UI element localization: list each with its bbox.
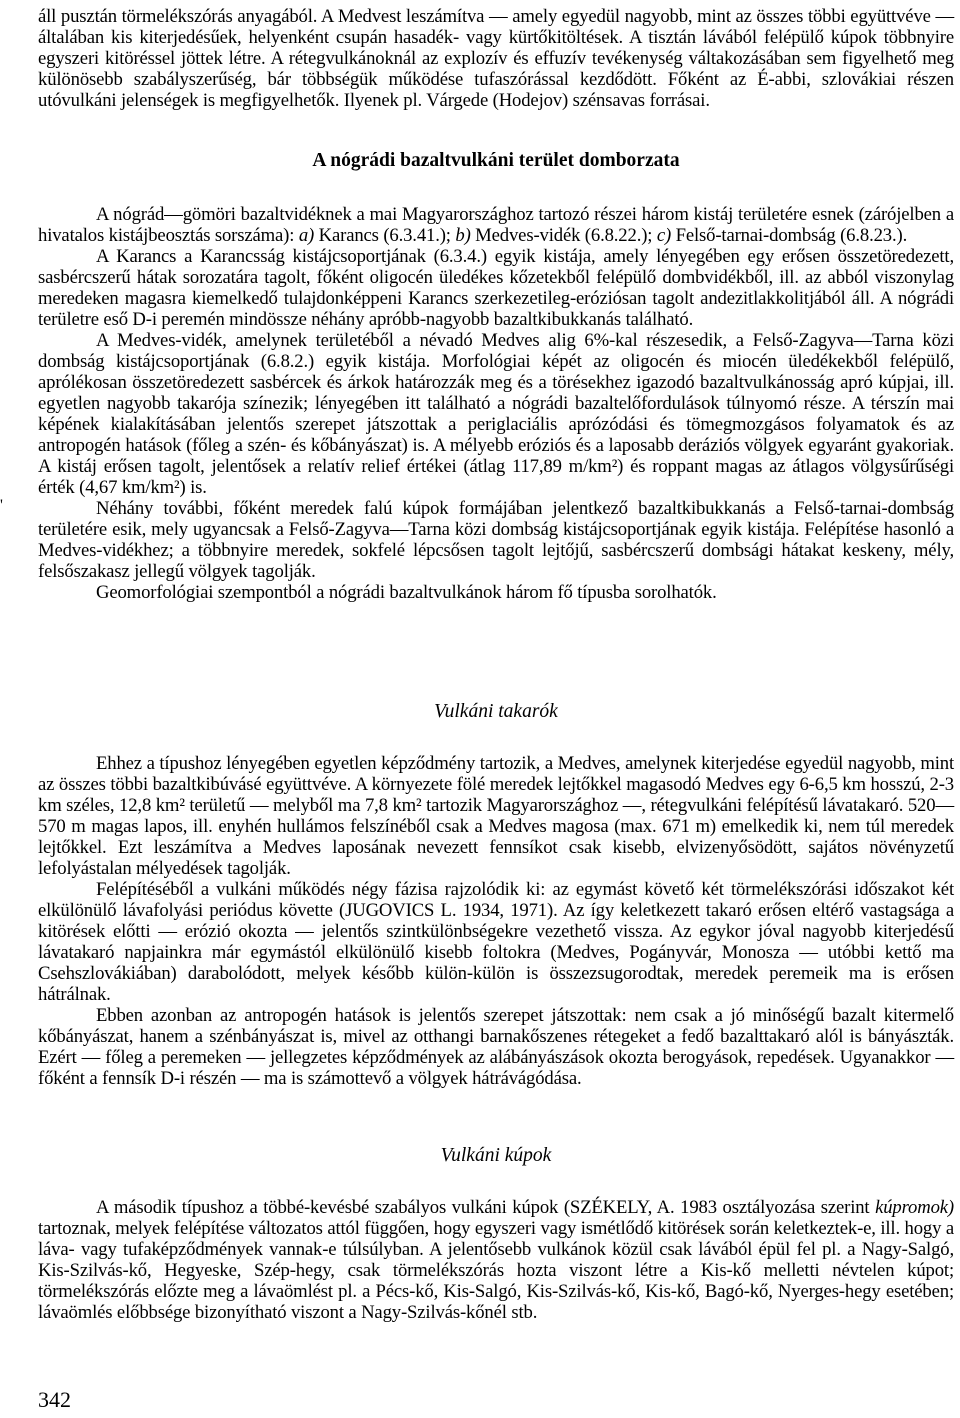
body-text-block-2 bbox=[38, 204, 954, 603]
page-number: 342 bbox=[38, 1387, 71, 1412]
text-run: Ebben azonban az antropogén hatások is jelentős szerepet játszottak: nem csak a jó minőségű bazalt kitermelő kőbányászat, hanem a szénbányászat is, mivel az otthangi barnakőszenes rétegeket a fedő bazalttakaró alól is bányászták. Ezért — főleg a peremeken — jellegzetes képződmények az alábányászások okozta berogyások, repedések. Ugyanakkor — főként a fennsík D-i részén — ma is számottevő a völgyek hátrávágódása. bbox=[38, 1005, 954, 1089]
text-run: Karancs (6.3.41.); bbox=[314, 225, 456, 246]
text-run: Felépítéséből a vulkáni működés négy fázisa rajzolódik ki: az egymást követő két törmelékszórási időszakot két elkülönülő lávafolyási periódus követte (JUGOVICS L. 1934, 1971). Az így keletkezett takaró erősen eltérő vastagsága a kitörések előtti — erózió okozta — jelentős szintkülönbségekre vezethető vissza. Az egykor jóval nagyobb kiterjedésű lávatakaró napjainkra már egymástól elkülönülő kisebb foltokra (Medves, Pogányvár, Monosza — utóbbi kettő ma Csehszlovákiában) darabolódott, melyek később külön-külön is összezsugorodtak, meredek peremeik ma is erősen hátrálnak. bbox=[38, 879, 954, 1005]
italic-run: b) bbox=[455, 225, 471, 246]
section-title: A nógrádi bazaltvulkáni terület domborzata bbox=[312, 150, 680, 171]
paragraph-6 bbox=[38, 582, 954, 603]
paragraph-10 bbox=[38, 1197, 954, 1323]
text-run: A Karancs a Karancsság kistájcsoportjának (6.3.4.) egyik kistája, amely lényegében egy erősen összetöredezett, sasbércszerű hátak sorozatára tagolt, főként oligocén üledékes kőzetekből felépülő dombvidékből, ill. az abból viszonylag meredeken magasra kiemelkedő tulajdonképpeni Karancs szerkezetileg-eróziósan tagolt andezitlakkolitjából áll. A nógrádi területre eső D-i peremén mindössze néhány apróbb-nagyobb bazaltkibukkanás található. bbox=[38, 246, 954, 330]
text-run: Ehhez a típushoz lényegében egyetlen képződmény tartozik, a Medves, amelynek kiterjedése egyedül nagyobb, mint az összes többi bazaltkibúvásé együttvéve. A környezete fölé meredek lejtőkkel magasodó Medves egy 6-6,5 km hosszú, 2-3 km széles, 12,8 km² területű — melyből ma 7,8 km² tartozik Magyarországhoz —, rétegvulkáni felépítésű lávatakaró. 520—570 m magas lapos, ill. enyhén hullámos felszínéből csak a Medves magosa (max. 671 m) emelkedik ki, nem túl meredek lejtőkkel. Ezt leszámítva a Medves laposának nevezett fennsíkot csak kisebb, elvizenyősödött, sajátos növényzetű lefolyástalan mélyedések tagolják. bbox=[38, 753, 954, 879]
document-page bbox=[38, 0, 954, 1418]
text-run: Felső-tarnai-dombság (6.8.23.). bbox=[671, 225, 908, 246]
text-run: Geomorfológiai szempontból a nógrádi bazaltvulkánok három fő típusba sorolhatók. bbox=[96, 582, 717, 603]
margin-mark: ' bbox=[0, 497, 3, 514]
paragraph-4 bbox=[38, 330, 954, 498]
paragraph-3 bbox=[38, 246, 954, 330]
text-run: A Medves-vidék, amelynek területéből a névadó Medves alig 6%-kal részesedik, a Felső-Zagyva—Tarna közi dombság kistájcsoportjának (6.8.2.) egyik kistája. Morfológiai képét az oligocén és miocén üledékekből felépülő, aprólékosan összetöredezett sasbércek és árkok határozzák meg és a törésekhez igazodó bazaltvulkánosság apró kúpjai, ill. egyetlen nagyobb takarója színezik; lényegében itt található a nógrádi bazaltelőfordulások túlnyomó része. A térszín mai képének kialakításában jelentős szerepet játszottak a periglaciális aprózódási és tömegmozgásos folyamatok és az antropogén hatások (főleg a szén- és kőbányászat) is. A mélyebb eróziós és a laposabb deráziós völgyek egyaránt gyakoriak. A kistáj erősen tagolt, jelentősek a relatív relief értékei (átlag 117,89 m/km²) és roppant magas az átlagos völgysűrűségi érték (4,67 km/km²) is. bbox=[38, 330, 954, 498]
body-text-block-3 bbox=[38, 753, 954, 1089]
paragraph-7 bbox=[38, 753, 954, 879]
text-run: A nógrád—gömöri bazaltvidéknek a mai Magyarországhoz tartozó részei három kistáj területére esnek (zárójelben a hivatalos kistájbeosztás sorszáma): bbox=[38, 204, 954, 246]
subheading-vulkani-takarok: Vulkáni takarók bbox=[434, 701, 558, 722]
paragraph-9 bbox=[38, 1005, 954, 1089]
text-run: A második típushoz a többé-kevésbé szabályos vulkáni kúpok (SZÉKELY, A. 1983 osztályozása szerint bbox=[96, 1197, 876, 1218]
text-run: Medves-vidék (6.8.22.); bbox=[470, 225, 657, 246]
paragraph-8 bbox=[38, 879, 954, 1005]
paragraph-2 bbox=[38, 204, 954, 246]
subheading-vulkani-kupok: Vulkáni kúpok bbox=[440, 1145, 552, 1166]
paragraph-1 bbox=[38, 6, 954, 111]
italic-run: a) bbox=[298, 225, 315, 246]
text-run: Néhány további, főként meredek falú kúpok formájában jelentkező bazaltkibukkanás a Felső-tarnai-dombság területére esik, mely ugyancsak a Felső-Zagyva—Tarna közi dombság kistájcsoportjának egyik kistája. Felépítése hasonló a Medves-vidékhez; a többnyire meredek, sokfelé lépcsősen tagolt lejtőjű, sasbércszerű dombsági hátakat keskeny, mély, felsőszakasz jellegű völgyek tagolják. bbox=[38, 498, 954, 582]
italic-run: kúpromok) bbox=[875, 1197, 954, 1218]
body-text-block-4 bbox=[38, 1197, 954, 1323]
text-run: tartoznak, melyek felépítése változatos attól függően, hogy egyszeri vagy ismétlődő kitörések során keletkeztek-e, ill. hogy a láva- vagy tufaképződmények vannak-e túlsúlyban. A jelentősebb vulkánok közül csak lávából épül fel pl. a Nagy-Salgó, Kis-Szilvás-kő, Hegyeske, Szép-hegy, csak törmelékszórás hozta viszont létre a Kis-kő melletti névtelen kúpot; törmelékszórás előzte meg a lávaömlést pl. a Pécs-kő, Kis-Salgó, Kis-Szilvás-kő, Kis-kő, Bagó-kő, Nyerges-hegy esetében; lávaömlés előbbsége bizonyítható viszont a Nagy-Szilvás-kőnél stb. bbox=[38, 1218, 954, 1323]
text-run: áll pusztán törmelékszórás anyagából. A Medvest leszámítva — amely egyedül nagyobb, mint az összes többi együttvéve — általában kis kiterjedésűek, helyenként csupán hasadék- vagy kürtőkitöltések. A tisztán lávából felépülő kúpok többnyire egyszeri kitöréssel jöttek létre. A rétegvulkánoknál az explozív és effuzív tevékenység váltakozásában sem figyelhető meg különösebb szabályszerűség, bár többségük működése tufaszórással kezdődött. Főként az É-abbi, szlovákiai részen utóvulkáni jelenségek is megfigyelhetők. Ilyenek pl. Várgede (Hodejov) szénsavas forrásai. bbox=[38, 6, 954, 111]
body-text-block-1 bbox=[38, 6, 954, 111]
paragraph-5 bbox=[38, 498, 954, 582]
italic-run: c) bbox=[656, 225, 672, 246]
